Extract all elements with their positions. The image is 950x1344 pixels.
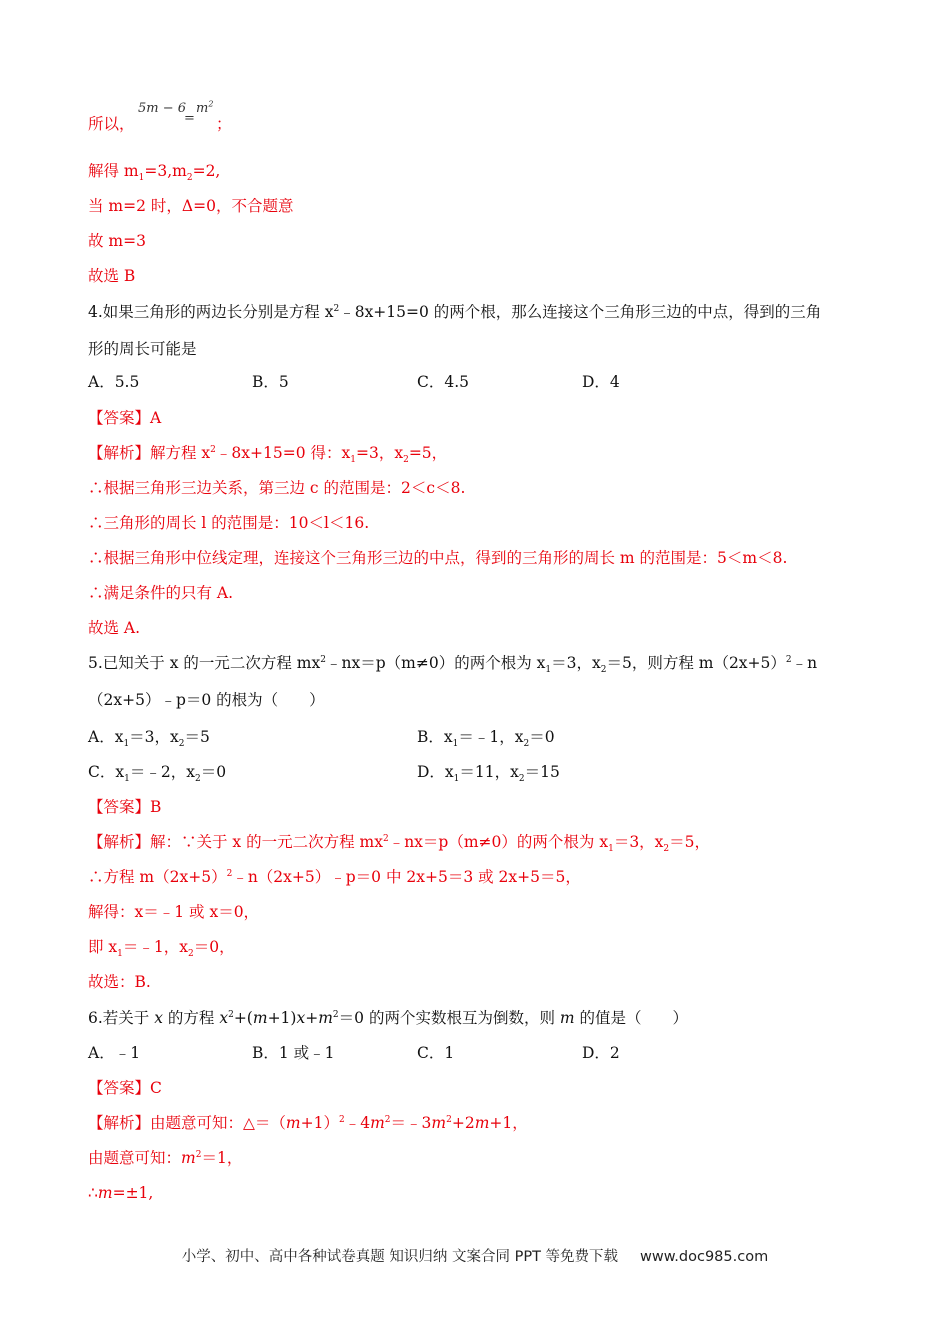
footer-text: 小学、初中、高中各种试卷真题 知识归纳 文案合同 PPT 等免费下载 xyxy=(181,1249,619,1265)
q4-exp1: 【解析】解方程 $x^2﹣8x+15=0$ 得：$x_1=3$，$x_2=5$， xyxy=(88,444,448,466)
q5-option-b: B．$x_1=﹣1$，$x_2=0$ xyxy=(417,728,555,750)
q4-option-b: B．5 xyxy=(252,373,289,391)
solve-line: 解得 $m_1=3,m_2=2$, xyxy=(88,162,221,184)
q5-option-d: D．$x_1=11$，$x_2=15$ xyxy=(417,763,560,785)
choose-line: 故选 B xyxy=(88,267,136,285)
q6-exp3: ∴m=±1, xyxy=(88,1184,154,1202)
footer-url[interactable]: www.doc985.com xyxy=(640,1249,769,1265)
q5-exp5: 故选：B. xyxy=(88,973,151,991)
page-footer xyxy=(0,1245,950,1266)
q6-option-b: B．1 或﹣1 xyxy=(252,1044,335,1062)
q4-exp5: ∴满足条件的只有 A. xyxy=(88,584,234,602)
q4-exp2: ∴根据三角形三边关系，第三边 c 的范围是：2＜c＜8. xyxy=(88,479,466,497)
q5-exp3: 解得：x＝﹣1 或 x＝0， xyxy=(88,903,260,921)
q4-exp6: 故选 A. xyxy=(88,619,141,637)
q4-option-c: C．4.5 xyxy=(417,373,470,391)
q4-option-a: A．5.5 xyxy=(88,373,140,391)
q6-option-c: C．1 xyxy=(417,1044,455,1062)
q5-option-c: C．$x_1=﹣2$，$x_2=0$ xyxy=(88,763,227,785)
so-prefix: 所以， xyxy=(88,115,135,133)
so-rhs: $m^2$ xyxy=(196,99,214,116)
q5-exp4: 即 $x_1=﹣1$，$x_2=0$， xyxy=(88,938,235,960)
q6-line1: 6.若关于 x 的方程 $x^2+(m+1)x+m^2=0$ 的两个实数根互为倒数，则 m 的值是（ ） xyxy=(88,1009,689,1027)
q4-line1: 4.如果三角形的两边长分别是方程 $x^2﹣8x+15=0$ 的两个根，那么连接这个三角形三边的中点，得到的三角 xyxy=(88,303,822,321)
q4-exp3: ∴三角形的周长 l 的范围是：10＜l＜16. xyxy=(88,514,370,532)
q6-answer: 【答案】C xyxy=(88,1079,162,1097)
q4-line2: 形的周长可能是 xyxy=(88,340,197,358)
q6-option-a: A．﹣1 xyxy=(88,1044,141,1062)
q4-answer: 【答案】A xyxy=(88,409,162,427)
q6-exp1: 【解析】由题意可知：$\triangle=(m+1)^2﹣4m^2=﹣3m^2+2m+1$， xyxy=(88,1114,528,1132)
q6-exp2: 由题意可知：$m^2=1$， xyxy=(88,1149,243,1167)
q5-exp2: ∴方程 $m(2x+5)^2﹣n(2x+5)﹣p=0$ 中 2x+5＝3 或 2x+5＝5， xyxy=(88,868,581,886)
so-eq: = xyxy=(184,111,195,126)
q6-option-d: D．2 xyxy=(582,1044,620,1062)
q5-exp1: 【解析】解：∵关于 x 的一元二次方程 $mx^2﹣nx=p(m\ne 0)$的两个根为 $x_1=3$，$x_2=5$， xyxy=(88,833,711,855)
q5-answer: 【答案】B xyxy=(88,798,162,816)
so-lhs: 5m − 6 xyxy=(138,101,187,116)
q4-exp4: ∴根据三角形中位线定理，连接这个三角形三边的中点，得到的三角形的周长 m 的范围是：5＜m＜8. xyxy=(88,549,788,567)
so-line xyxy=(88,114,135,134)
q4-option-d: D．4 xyxy=(582,373,620,391)
when-line: 当 m=2 时，Δ=0，不合题意 xyxy=(88,197,294,215)
q5-line2: （2x+5）﹣p＝0 的根为（ ） xyxy=(88,691,325,709)
q5-option-a: A．$x_1=3$，$x_2=5$ xyxy=(88,728,210,750)
q5-line1: 5.已知关于 x 的一元二次方程 $mx^2﹣nx=p(m\ne 0)$的两个根为 $x_1=3$，$x_2=5$，则方程 $m(2x+5)^2﹣n$ xyxy=(88,654,818,676)
therefore-line: 故 m=3 xyxy=(88,232,146,250)
so-suffix: ； xyxy=(216,115,232,133)
